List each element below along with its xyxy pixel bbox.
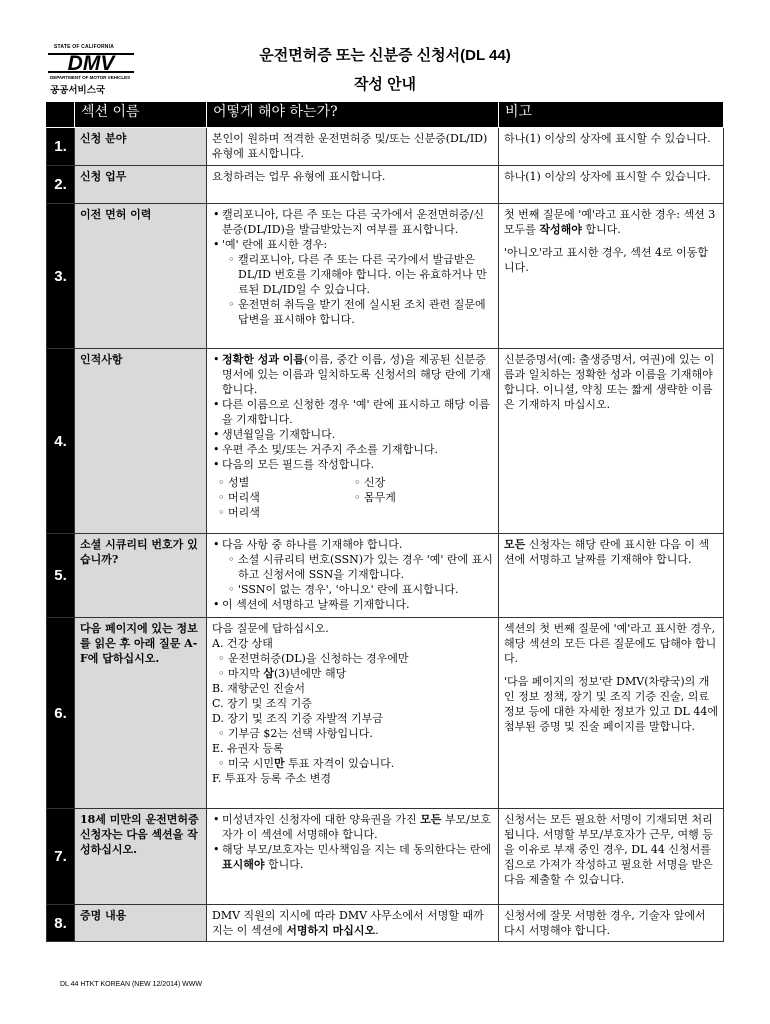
row-number: 1.	[47, 128, 75, 166]
notes-cell: 신분증명서(예: 출생증명서, 여권)에 있는 이름과 일치하는 정확한 성과 이름을 기재해야 합니다. 이니셜, 약칭 또는 짧게 생략한 이름은 기재하지 마십시오.	[499, 349, 724, 534]
how-cell: 요청하려는 업무 유형에 표시합니다.	[207, 166, 499, 204]
list-item: • 생년월일을 기재합니다.	[222, 427, 493, 442]
table-row	[47, 128, 724, 166]
row-number: 3.	[47, 204, 75, 349]
note-text: 첫 번째 질문에 '예'라고 표시한 경우: 섹션 3 모두를 작성해야 합니다.	[504, 208, 716, 236]
notes-cell: 신청서에 잘못 서명한 경우, 기술자 앞에서 다시 서명해야 합니다.	[499, 905, 724, 942]
section-name: 신청 분야	[75, 128, 207, 166]
logo-dept-text: DEPARTMENT OF MOTOR VEHICLES	[50, 75, 131, 80]
field-item: ◦ 몸무게	[364, 490, 484, 505]
how-cell: 다음 질문에 답하십시오. A. 건강 상태 ◦ 운전면허증(DL)을 신청하는 경우에만 ◦ 마지막 삼(3)년에만 해당 B. 재향군인 진술서 C. 장기 및 조직 기증 D. 장기 및 조직 기증 자발적 기부금 ◦ 기부금 $2는 선택 사항입니다. E. 유권자 등록 ◦ 미국 시민만 투표 자격이 있습니다. F. 투표자 등록 주소 변경	[207, 618, 499, 809]
table-row	[47, 618, 724, 809]
table-header-row	[47, 102, 724, 128]
how-cell	[207, 809, 499, 905]
row-number: 4.	[47, 349, 75, 534]
section-name: 신청 업무	[75, 166, 207, 204]
list-item: • '예' 란에 표시한 경우: ◦ 캘리포니아, 다른 주 또는 다른 국가에서 발급받은 DL/ID 번호를 기재해야 합니다. 이는 유효하거나 만료된 DL/ID일 수 있습니다. ◦ 운전면허 취득을 받기 전에 실시된 조치 관련 질문에 답변을 표시해야 합니다.	[222, 237, 493, 327]
table-row	[47, 809, 724, 905]
sub-list-item: ◦ 기부금 $2는 선택 사항입니다.	[228, 726, 493, 741]
sub-list-item: ◦ 캘리포니아, 다른 주 또는 다른 국가에서 발급받은 DL/ID 번호를 기재해야 합니다. 이는 유효하거나 만료된 DL/ID일 수 있습니다.	[238, 252, 493, 297]
notes-cell: 하나(1) 이상의 상자에 표시할 수 있습니다.	[499, 128, 724, 166]
logo-service-text: 공공서비스국	[50, 85, 106, 96]
how-cell	[207, 204, 499, 349]
header-notes: 비고	[499, 102, 724, 128]
field-item: ◦ 성별	[228, 475, 348, 490]
list-item: • 미성년자인 신청자에 대한 양육권을 가진 모든 부모/보호자가 이 섹션에 서명해야 합니다.	[222, 812, 493, 842]
note-text: '아니오'라고 표시한 경우, 섹션 4로 이동합니다.	[504, 246, 709, 274]
form-title: 운전면허증 또는 신분증 신청서(DL 44)	[259, 47, 511, 64]
field-item: ◦ 머리색	[228, 505, 348, 520]
note-text: '다음 페이지의 정보'란 DMV(차량국)의 개인 정보 정책, 장기 및 조직 기증 진술, 의료 정보 등에 대한 자세한 정보가 있고 DL 44에 첨부된 증명 및 진술 페이지를 말합니다.	[504, 675, 718, 733]
header-section-name: 섹션 이름	[75, 102, 207, 128]
form-footer: DL 44 HTKT KOREAN (NEW 12/2014) WWW	[60, 981, 202, 988]
row-number: 6.	[47, 618, 75, 809]
list-item: • 다른 이름으로 신청한 경우 '예' 란에 표시하고 해당 이름을 기재합니다.	[222, 397, 493, 427]
list-item: • 다음 사항 중 하나를 기재해야 합니다. ◦ 소셜 시큐리티 번호(SSN)가 있는 경우 '예' 란에 표시하고 신청서에 SSN을 기재합니다. ◦ 'SSN이 없는 경우', '아니오' 란에 표시합니다.	[222, 537, 493, 597]
list-item: • 해당 부모/보호자는 민사책임을 지는 데 동의한다는 란에 표시해야 합니다.	[222, 842, 493, 872]
field-item: ◦ 신장	[364, 475, 484, 490]
notes-cell: 하나(1) 이상의 상자에 표시할 수 있습니다.	[499, 166, 724, 204]
note-text: 섹션의 첫 번째 질문에 '예'라고 표시한 경우, 해당 섹션의 모든 다른 질문에도 답해야 합니다.	[504, 622, 717, 665]
field-item: ◦ 머리색	[228, 490, 348, 505]
notes-cell	[499, 204, 724, 349]
list-item: • 우편 주소 및/또는 거주지 주소를 기재합니다.	[222, 442, 493, 457]
table-row	[47, 166, 724, 204]
table-row	[47, 204, 724, 349]
table-row	[47, 534, 724, 618]
list-item: • 이 섹션에 서명하고 날짜를 기재합니다.	[222, 597, 493, 612]
notes-cell: 신청서는 모든 필요한 서명이 기재되면 처리됩니다. 서명할 부모/부호자가 근무, 여행 등을 이유로 부재 중인 경우, DL 44 신청서를 집으로 가져가 작성하고 필요한 서명을 받은 다음 제출할 수 있습니다.	[499, 809, 724, 905]
sub-list-item: ◦ 'SSN이 없는 경우', '아니오' 란에 표시합니다.	[238, 582, 493, 597]
instructions-table	[46, 101, 724, 942]
table-row	[47, 349, 724, 534]
row-number: 7.	[47, 809, 75, 905]
header-number-cell	[47, 102, 75, 128]
row-number: 2.	[47, 166, 75, 204]
header-how-to: 어떻게 해야 하는가?	[207, 102, 499, 128]
section-name: 인적사항	[75, 349, 207, 534]
sub-list-item: ◦ 운전면허증(DL)을 신청하는 경우에만	[228, 651, 493, 666]
how-cell: DMV 직원의 지시에 따라 DMV 사무소에서 서명할 때까지는 이 섹션에 서명하지 마십시오.	[207, 905, 499, 942]
row-number: 8.	[47, 905, 75, 942]
sub-list-item: ◦ 마지막 삼(3)년에만 해당	[228, 666, 493, 681]
list-item: • 캘리포니아, 다른 주 또는 다른 국가에서 운전면허증/신분증(DL/ID)을 발급받았는지 여부를 표시합니다.	[222, 207, 493, 237]
how-cell	[207, 534, 499, 618]
form-subtitle: 작성 안내	[353, 76, 417, 93]
logo-state-text: STATE OF CALIFORNIA	[54, 44, 114, 50]
section-name: 이전 면허 이력	[75, 204, 207, 349]
logo-text: DMV	[67, 52, 115, 75]
fields-list	[212, 475, 493, 520]
section-name: 증명 내용	[75, 905, 207, 942]
notes-cell: 모든 신청자는 해당 란에 표시한 다음 이 섹션에 서명하고 날짜를 기재해야 합니다.	[499, 534, 724, 618]
section-name: 다음 페이지에 있는 정보를 읽은 후 아래 질문 A-F에 답하십시오.	[75, 618, 207, 809]
notes-cell	[499, 618, 724, 809]
table-row	[47, 905, 724, 942]
sub-list-item: ◦ 소셜 시큐리티 번호(SSN)가 있는 경우 '예' 란에 표시하고 신청서에 SSN을 기재합니다.	[238, 552, 493, 582]
how-cell: 본인이 원하며 적격한 운전면허증 및/또는 신분증(DL/ID) 유형에 표시합니다.	[207, 128, 499, 166]
section-name: 소셜 시큐리티 번호가 있습니까?	[75, 534, 207, 618]
section-name: 18세 미만의 운전면허증 신청자는 다음 섹션을 작성하십시오.	[75, 809, 207, 905]
list-item: • 다음의 모든 필드를 작성합니다.	[222, 457, 493, 472]
row-number: 5.	[47, 534, 75, 618]
sub-list-item: ◦ 미국 시민만 투표 자격이 있습니다.	[228, 756, 493, 771]
how-cell	[207, 349, 499, 534]
sub-list-item: ◦ 운전면허 취득을 받기 전에 실시된 조치 관련 질문에 답변을 표시해야 합니다.	[238, 297, 493, 327]
list-item: • 정확한 성과 이름(이름, 중간 이름, 성)을 제공된 신분증명서에 있는 이름과 일치하도록 신청서의 해당 란에 기재합니다.	[222, 352, 493, 397]
